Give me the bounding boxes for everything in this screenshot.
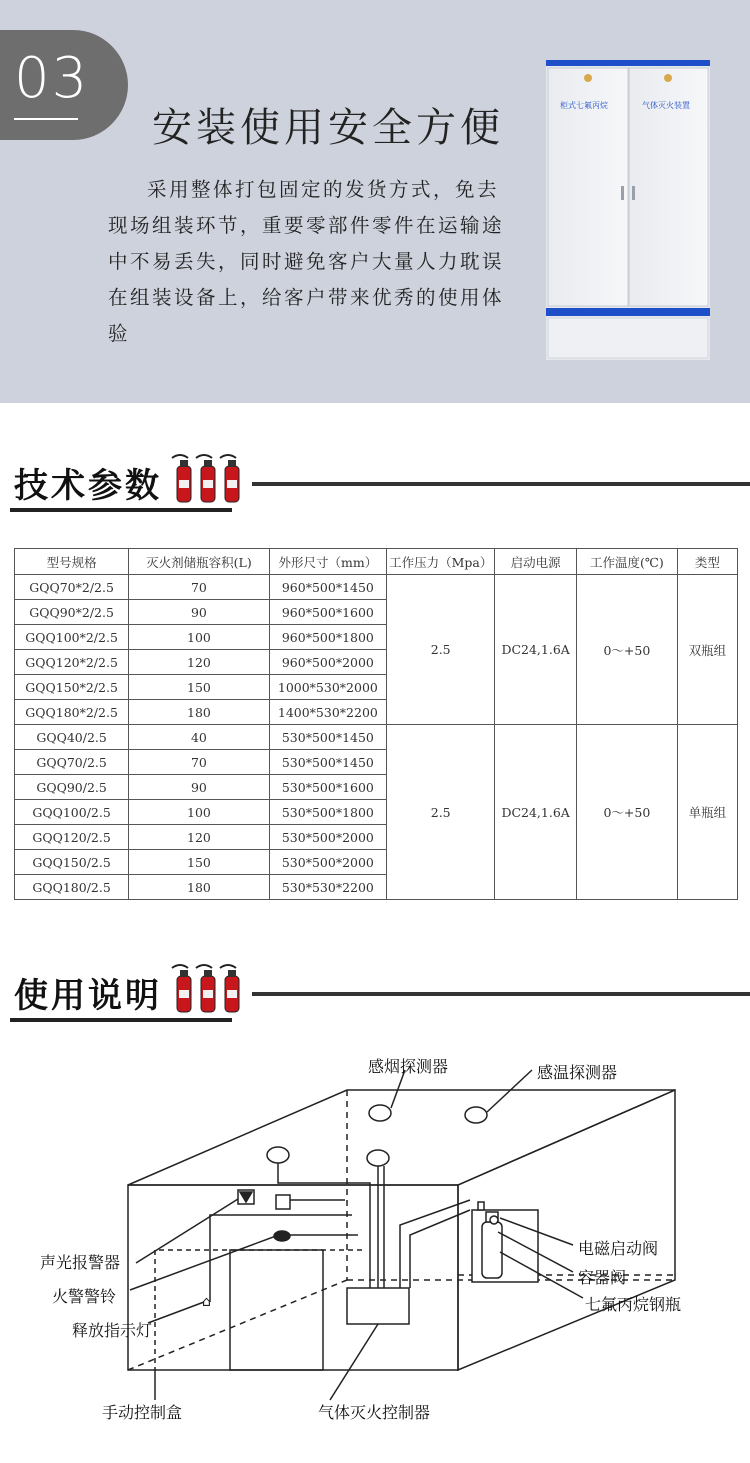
model-cell: GQQ100/2.5	[15, 800, 129, 825]
dimension-cell: 960*500*1800	[269, 625, 386, 650]
model-cell: GQQ120*2/2.5	[15, 650, 129, 675]
spec-table	[14, 548, 738, 900]
label-solenoid-valve: 电磁启动阀	[578, 1239, 659, 1258]
section-number: 03	[14, 46, 90, 111]
number-underline	[14, 118, 78, 120]
heading-rule	[252, 992, 750, 996]
volume-cell: 120	[129, 650, 270, 675]
svg-text:⌂: ⌂	[202, 1294, 211, 1310]
volume-cell: 180	[129, 700, 270, 725]
extinguisher-icon-1	[172, 455, 191, 502]
cabinet-label-left: 柜式七氟丙烷	[560, 101, 608, 110]
dimension-cell: 530*500*1800	[269, 800, 386, 825]
label-gas-controller: 气体灭火控制器	[318, 1403, 431, 1422]
fire-extinguisher-icon	[168, 962, 248, 1014]
specs-heading: 技术参数	[14, 466, 162, 506]
volume-cell: 120	[129, 825, 270, 850]
dimension-cell: 960*500*2000	[269, 650, 386, 675]
col-header: 启动电源	[495, 549, 577, 575]
type-cell: 双瓶组	[677, 575, 737, 725]
heading-rule	[252, 482, 750, 486]
cabinet-label-right: 气体灭火装置	[642, 101, 690, 110]
volume-cell: 90	[129, 775, 270, 800]
dimension-cell: 530*500*1450	[269, 725, 386, 750]
hero-section	[0, 0, 750, 403]
usage-heading-block	[10, 962, 750, 1024]
label-cylinder: 七氟丙烷钢瓶	[585, 1295, 682, 1314]
volume-cell: 150	[129, 675, 270, 700]
volume-cell: 90	[129, 600, 270, 625]
model-cell: GQQ150/2.5	[15, 850, 129, 875]
installation-diagram	[0, 1040, 750, 1463]
volume-cell: 70	[129, 750, 270, 775]
col-header: 类型	[677, 549, 737, 575]
dimension-cell: 530*530*2200	[269, 875, 386, 900]
power-cell: DC24,1.6A	[495, 575, 577, 725]
pressure-cell: 2.5	[387, 725, 495, 900]
dimension-cell: 1000*530*2000	[269, 675, 386, 700]
dimension-cell: 530*500*2000	[269, 825, 386, 850]
model-cell: GQQ90/2.5	[15, 775, 129, 800]
table-header-row	[15, 549, 738, 575]
model-cell: GQQ180*2/2.5	[15, 700, 129, 725]
heading-underline	[10, 508, 232, 512]
model-cell: GQQ70/2.5	[15, 750, 129, 775]
dimension-cell: 960*500*1600	[269, 600, 386, 625]
hero-title: 安装使用安全方便	[152, 105, 504, 151]
temperature-cell: 0～+50	[576, 575, 677, 725]
type-cell: 单瓶组	[677, 725, 737, 900]
pressure-cell: 2.5	[387, 575, 495, 725]
volume-cell: 150	[129, 850, 270, 875]
dimension-cell: 960*500*1450	[269, 575, 386, 600]
col-header: 工作温度(℃)	[576, 549, 677, 575]
col-header: 外形尺寸（mm）	[269, 549, 386, 575]
volume-cell: 100	[129, 625, 270, 650]
table-row	[15, 725, 738, 750]
label-smoke-detector: 感烟探测器	[368, 1057, 449, 1076]
model-cell: GQQ100*2/2.5	[15, 625, 129, 650]
model-cell: GQQ120/2.5	[15, 825, 129, 850]
label-manual-control-box: 手动控制盒	[102, 1403, 183, 1422]
table-row	[15, 575, 738, 600]
dimension-cell: 530*500*1600	[269, 775, 386, 800]
heading-underline	[10, 1018, 232, 1022]
volume-cell: 100	[129, 800, 270, 825]
volume-cell: 180	[129, 875, 270, 900]
temperature-cell: 0～+50	[576, 725, 677, 900]
col-header: 灭火剂储瓶容积(L)	[129, 549, 270, 575]
cabinet-illustration	[546, 60, 710, 360]
volume-cell: 40	[129, 725, 270, 750]
model-cell: GQQ90*2/2.5	[15, 600, 129, 625]
dimension-cell: 1400*530*2200	[269, 700, 386, 725]
model-cell: GQQ40/2.5	[15, 725, 129, 750]
power-cell: DC24,1.6A	[495, 725, 577, 900]
label-release-light: 释放指示灯	[72, 1321, 153, 1340]
model-cell: GQQ70*2/2.5	[15, 575, 129, 600]
col-header: 型号规格	[15, 549, 129, 575]
label-container-valve: 容器阀	[578, 1268, 627, 1287]
dimension-cell: 530*500*1450	[269, 750, 386, 775]
dimension-cell: 530*500*2000	[269, 850, 386, 875]
col-header: 工作压力（Mpa）	[387, 549, 495, 575]
section-number-badge	[0, 30, 128, 140]
hero-description: 采用整体打包固定的发货方式，免去现场组装环节，重要零部件零件在运输途中不易丢失，同时避免客户大量人力耽误在组装设备上，给客户带来优秀的使用体验	[108, 178, 505, 345]
fire-extinguisher-icon	[168, 452, 248, 504]
label-heat-detector: 感温探测器	[537, 1063, 618, 1082]
label-sound-light-alarm: 声光报警器	[40, 1253, 121, 1272]
model-cell: GQQ150*2/2.5	[15, 675, 129, 700]
specs-heading-block	[10, 452, 750, 514]
model-cell: GQQ180/2.5	[15, 875, 129, 900]
volume-cell: 70	[129, 575, 270, 600]
spec-table-body	[15, 575, 738, 900]
label-fire-bell: 火警警铃	[52, 1287, 117, 1306]
usage-heading: 使用说明	[14, 976, 162, 1016]
